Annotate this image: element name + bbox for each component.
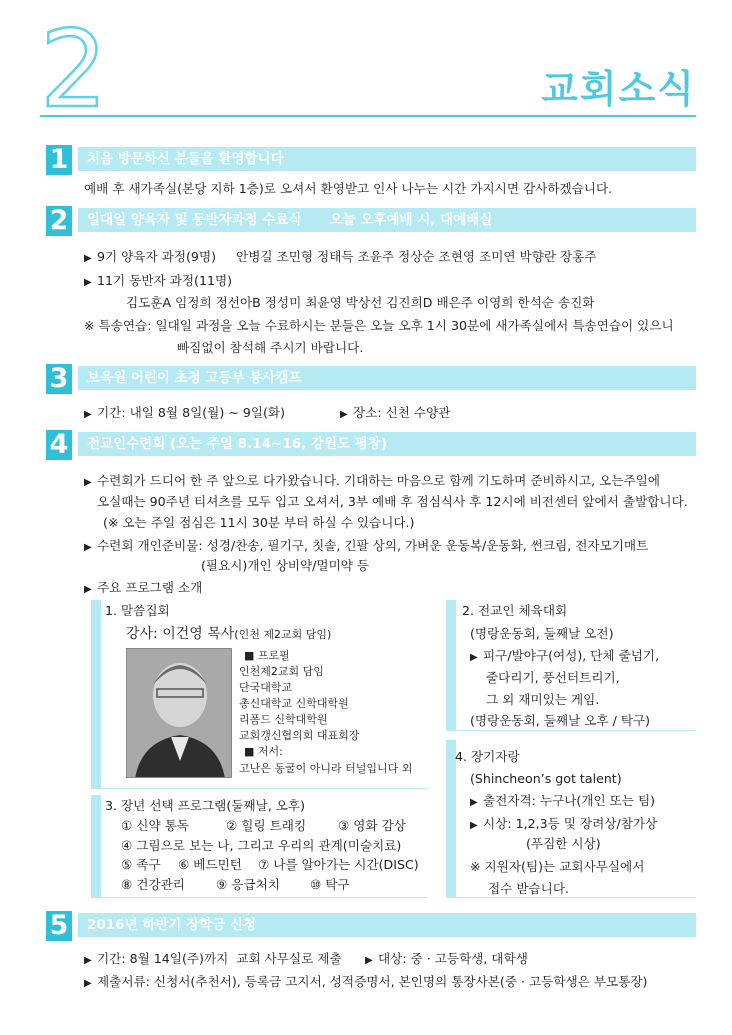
program-4-text: (푸짐한 시상) xyxy=(526,836,601,851)
paragraph-note: (※ 오는 주일 점심은 11시 30분 부터 하실 수 있습니다.) xyxy=(103,515,415,530)
page-title: 교회소식 xyxy=(541,67,696,111)
section-2-number: 2 xyxy=(46,206,72,236)
option-item: ⑧ 건강관리 xyxy=(121,877,185,892)
box-accent xyxy=(91,600,101,788)
note-text-cont: 빠짐없이 참석해 주시기 바랍니다. xyxy=(177,340,364,355)
box-divider xyxy=(446,730,696,731)
list-item: ▶ 장소: 신천 수양관 xyxy=(340,405,450,423)
program-4-text: 접수 받습니다. xyxy=(488,881,569,896)
box-divider xyxy=(91,788,427,789)
program-2-text: 줄다리기, 풍선터트리기, xyxy=(486,670,620,685)
profile-item: 교회갱신협의회 대표회장 xyxy=(239,729,360,742)
list-item: ▶ 피구/발야구(여성), 단체 줄넘기, xyxy=(470,648,659,666)
list-item: ▶ 11기 동반자 과정(11명) xyxy=(84,273,232,291)
program-4-text: (Shincheon’s got talent) xyxy=(470,771,622,786)
program-2-text: (명랑운동회, 둘째날 오후 / 탁구) xyxy=(470,713,651,728)
option-item: ⑤ 족구 xyxy=(121,857,161,872)
books-heading: ■ 저서: xyxy=(244,745,283,758)
profile-item: 인천제2교회 담임 xyxy=(239,665,324,678)
list-item: ▶ 출전자격: 누구나(개인 또는 팀) xyxy=(470,793,655,811)
box-divider xyxy=(91,897,427,898)
program-1-title: 1. 말씀집회 xyxy=(105,603,170,618)
list-item: ▶ 대상: 중 · 고등학생, 대학생 xyxy=(365,951,528,969)
triangle-right-icon: ▶ xyxy=(470,820,478,831)
triangle-right-icon: ▶ xyxy=(470,652,478,663)
paragraph-cont: (필요시)개인 상비약/멀미약 등 xyxy=(201,558,370,573)
profile-item: 리폼드 신학대학원 xyxy=(239,713,328,726)
section-4-number: 4 xyxy=(46,430,72,460)
triangle-right-icon: ▶ xyxy=(84,955,92,966)
triangle-right-icon: ▶ xyxy=(470,797,478,808)
box-accent xyxy=(91,795,101,897)
list-item: ▶ 시상: 1,2,3등 및 장려상/참가상 xyxy=(470,816,657,834)
list-item: ▶ 제출서류: 신청서(추천서), 등록금 고지서, 성적증명서, 본인명의 통장사본(중 · 고등학생은 부모통장) xyxy=(84,974,647,992)
section-5-number: 5 xyxy=(46,911,72,941)
list-item: ▶ 수련회가 드디어 한 주 앞으로 다가왔습니다. 기대하는 마음으로 함께 기도하며 준비하시고, 오는주일에 xyxy=(84,473,660,491)
books-item: 고난은 동굴이 아니라 터널입니다 외 xyxy=(239,762,413,775)
page-number-graphic xyxy=(40,22,132,112)
option-item: ⑥ 베드민턴 xyxy=(178,857,242,872)
program-2-title: 2. 전교인 체육대회 xyxy=(462,603,568,618)
triangle-right-icon: ▶ xyxy=(84,978,92,989)
triangle-right-icon: ▶ xyxy=(84,584,92,595)
speaker: 강사: 이건영 목사(인천 제2교회 담임) xyxy=(126,626,332,642)
option-item: ④ 그림으로 보는 나, 그리고 우리의 관계(미술치료) xyxy=(121,838,402,853)
section-1-text: 예배 후 새가족실(본당 지하 1층)로 오셔서 환영받고 인사 나누는 시간 가지시면 감사하겠습니다. xyxy=(84,181,613,196)
list-item: ▶ 수련회 개인준비물: 성경/찬송, 필기구, 칫솔, 긴팔 상의, 가벼운 운동복/운동화, 썬크림, 전자모기매트 xyxy=(84,538,648,556)
section-3-number: 3 xyxy=(46,364,72,394)
triangle-right-icon: ▶ xyxy=(340,409,348,420)
profile-item: 총신대학교 신학대학원 xyxy=(239,697,349,710)
paragraph-cont: 오실때는 90주년 티셔츠를 모두 입고 오셔서, 3부 예배 후 점심식사 후 12시에 비전센터 앞에서 출발합니다. xyxy=(97,494,688,509)
program-2-text: (명랑운동회, 둘째날 오전) xyxy=(470,626,614,641)
list-item: ▶ 기간: 내일 8월 8일(월) ~ 9일(화) xyxy=(84,405,285,423)
section-2-heading: 일대일 양육자 및 동반자과정 수료식 오늘 오후예배 시, 대예배실 xyxy=(78,208,696,232)
section-4-heading: 전교인수련회 (오는 주일 8.14~16, 강원도 평창) xyxy=(78,432,696,456)
triangle-right-icon: ▶ xyxy=(365,955,373,966)
box-divider xyxy=(446,897,696,898)
program-3-title: 3. 장년 선택 프로그램(둘째날, 오후) xyxy=(105,798,306,813)
section-1-number: 1 xyxy=(46,145,72,175)
list-item: ▶ 기간: 8월 14일(주)까지 교회 사무실로 제출 xyxy=(84,951,342,969)
box-accent xyxy=(446,600,456,730)
speaker-photo xyxy=(126,648,232,778)
section-3-heading: 보육원 어린이 초청 고등부 봉사캠프 xyxy=(78,366,696,390)
option-item: ⑩ 탁구 xyxy=(310,877,350,892)
option-item: ③ 영화 감상 xyxy=(338,818,406,833)
list-item: ▶ 9기 양육자 과정(9명) 안병길 조민형 정태득 조윤주 정상순 조현영 조미연 박향란 장홍주 xyxy=(84,249,597,267)
program-2-text: 그 외 재미있는 게임. xyxy=(486,692,600,707)
section-1-heading: 처음 방문하신 분들을 환영합니다 xyxy=(78,147,696,171)
option-item: ② 힐링 트래킹 xyxy=(226,818,307,833)
profile-item: 단국대학교 xyxy=(239,681,293,694)
program-4-title: 4. 장기자랑 xyxy=(455,749,520,764)
program-4-text: ※ 지원자(팀)는 교회사무실에서 xyxy=(470,859,645,874)
member-list: 김도훈A 임정희 정선아B 정성미 최윤영 박상선 김진희D 배은주 이영희 한석순 송진화 xyxy=(126,295,595,310)
triangle-right-icon: ▶ xyxy=(84,409,92,420)
note-text: ※ 특송연습: 일대일 과정을 오늘 수료하시는 분들은 오늘 오후 1시 30분에 새가족실에서 특송연습이 있으니 xyxy=(84,318,674,333)
option-item: ⑨ 응급처치 xyxy=(216,877,280,892)
triangle-right-icon: ▶ xyxy=(84,542,92,553)
profile-heading: ■ 프로필 xyxy=(244,649,290,662)
triangle-right-icon: ▶ xyxy=(84,253,92,264)
section-5-heading: 2016년 하반기 장학금 신청 xyxy=(78,913,696,937)
option-item: ① 신약 통독 xyxy=(121,818,189,833)
option-item: ⑦ 나를 알아가는 시간(DISC) xyxy=(258,857,419,872)
triangle-right-icon: ▶ xyxy=(84,277,92,288)
title-divider xyxy=(40,115,696,117)
page-number: 2 xyxy=(40,22,108,112)
triangle-right-icon: ▶ xyxy=(84,477,92,488)
list-item: ▶ 주요 프로그램 소개 xyxy=(84,580,202,598)
